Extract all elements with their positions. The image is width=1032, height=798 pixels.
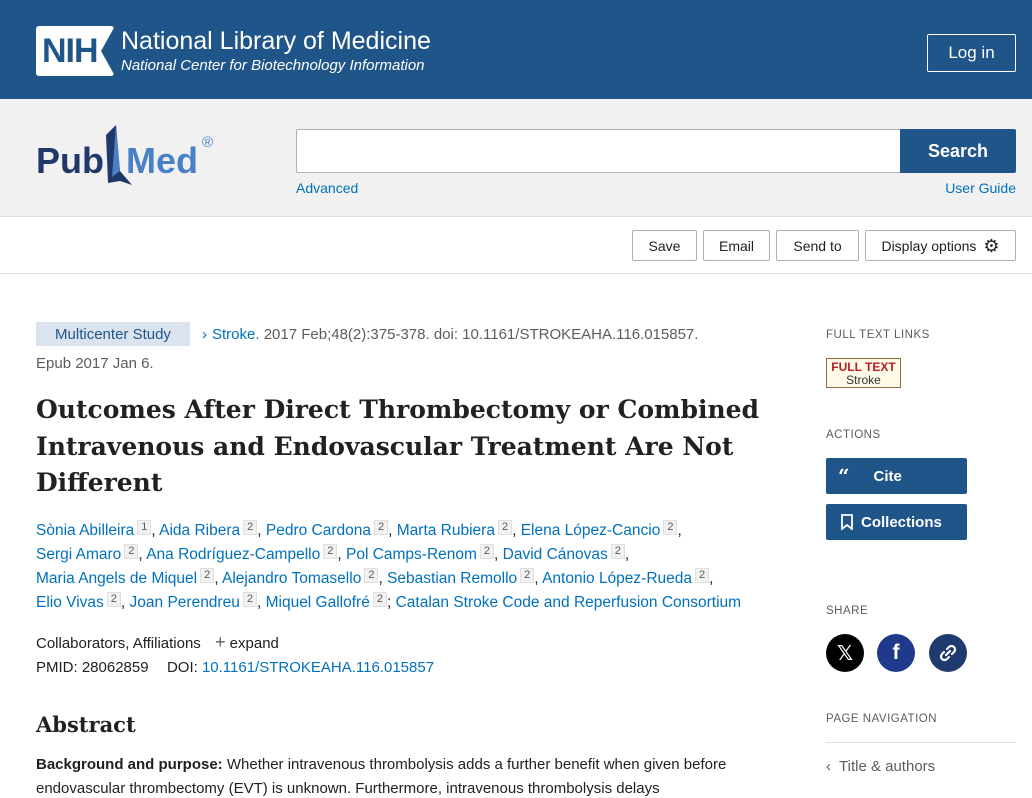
cite-label: Cite (873, 467, 902, 485)
bookmark-icon (841, 514, 853, 530)
author-link[interactable]: Elio Vivas (36, 594, 104, 611)
user-guide-link[interactable]: User Guide (945, 180, 1016, 196)
full-text-links-heading: FULL TEXT LINKS (826, 329, 930, 341)
author-link[interactable]: Alejandro Tomasello (222, 570, 362, 587)
affiliation-badge[interactable]: 2 (480, 544, 494, 559)
quote-icon: “ (838, 464, 850, 488)
email-button[interactable]: Email (703, 230, 770, 261)
pubmed-logo-reg: ® (202, 134, 214, 151)
collaborators-label: Collaborators, Affiliations (36, 635, 201, 652)
full-text-stroke-link[interactable] (826, 358, 901, 388)
affiliation-badge[interactable]: 2 (373, 592, 387, 607)
display-options-label: Display options (881, 237, 977, 254)
publication-type-badge: Multicenter Study (36, 322, 190, 346)
abstract-section-label: Background and purpose: (36, 756, 223, 773)
full-text-badge-bottom: Stroke (846, 373, 881, 387)
collections-label: Collections (861, 513, 942, 531)
affiliation-badge[interactable]: 2 (323, 544, 337, 559)
share-heading: SHARE (826, 605, 869, 617)
facebook-icon: f (892, 641, 900, 664)
gear-icon: ⚙ (983, 235, 1000, 256)
affiliation-badge[interactable]: 2 (107, 592, 121, 607)
author-list: Sònia Abilleira 1 , Aida Ribera 2 , Pedro Cardona 2 , Marta Rubiera 2 , Elena López-Cancio 2 , Sergi Amaro 2 , Ana Rodríguez-Campello 2 , Pol Camps-Renom 2 , David Cánovas 2 , Maria Angels de Miquel 2 , Alejandro Tomasello 2 , Sebastian Remollo 2 , Antonio López-Rueda 2 , Elio Vivas 2 , Joan Perendreu 2 , Miquel Gallofré 2 ; Catalan Stroke Code and Reperfusion Consortium (36, 521, 742, 611)
copy-link-button[interactable] (929, 634, 967, 672)
author-link[interactable]: Pedro Cardona (265, 522, 371, 539)
citation-details: 2017 Feb;48(2):375-378. doi: 10.1161/STROKEAHA.116.015857. (259, 326, 699, 343)
ncbi-subtitle: National Center for Biotechnology Information (121, 57, 425, 74)
plus-icon: + (214, 632, 226, 652)
x-icon: 𝕏 (836, 641, 854, 665)
affiliation-badge[interactable]: 2 (695, 568, 709, 583)
chevron-left-icon: ‹ (826, 758, 831, 775)
author-link[interactable]: Miquel Gallofré (265, 594, 370, 611)
send-to-button[interactable]: Send to (776, 230, 859, 261)
login-button[interactable]: Log in (927, 34, 1016, 72)
affiliation-badge[interactable]: 2 (200, 568, 214, 583)
affiliation-badge[interactable]: 2 (498, 520, 512, 535)
author-link[interactable]: Joan Perendreu (129, 594, 240, 611)
author-link[interactable]: Ana Rodríguez-Campello (146, 546, 321, 563)
nih-logo[interactable] (36, 26, 114, 76)
author-link[interactable]: Antonio López-Rueda (542, 570, 693, 587)
page-navigation-divider (826, 742, 1016, 743)
affiliation-badge[interactable]: 1 (137, 520, 151, 535)
pmid-value: 28062859 (81, 659, 149, 676)
page-navigation-heading: PAGE NAVIGATION (826, 713, 938, 725)
full-text-badge-top: FULL TEXT (831, 360, 896, 374)
epub-date: Epub 2017 Jan 6. (36, 355, 154, 372)
journal-link[interactable]: Stroke. (212, 326, 260, 343)
page-nav-title-authors[interactable] (826, 758, 935, 775)
link-icon (938, 643, 958, 663)
actions-heading: ACTIONS (826, 429, 881, 441)
author-link[interactable]: Sebastian Remollo (387, 570, 518, 587)
article-toolbar (0, 217, 1032, 274)
affiliation-badge[interactable]: 2 (243, 520, 257, 535)
facebook-share-button[interactable] (877, 634, 915, 672)
author-link[interactable]: Aida Ribera (159, 522, 241, 539)
pmid-label: PMID: (36, 659, 78, 676)
doi-label: DOI: (166, 659, 198, 676)
display-options-button[interactable] (865, 230, 1016, 261)
author-link[interactable]: Sergi Amaro (36, 546, 122, 563)
affiliation-badge[interactable]: 2 (611, 544, 625, 559)
expand-label: expand (229, 635, 279, 652)
author-link[interactable]: Maria Angels de Miquel (36, 570, 198, 587)
affiliation-badge[interactable]: 2 (243, 592, 257, 607)
chevron-right-icon: › (202, 326, 207, 343)
affiliation-badge[interactable]: 2 (374, 520, 388, 535)
nih-header (0, 0, 1032, 99)
save-button[interactable]: Save (632, 230, 697, 261)
page-nav-item-label: Title & authors (839, 758, 936, 775)
abstract-heading: Abstract (36, 712, 136, 737)
advanced-link[interactable]: Advanced (296, 180, 359, 196)
identifiers-row (36, 659, 434, 676)
affiliation-badge[interactable]: 2 (520, 568, 534, 583)
nlm-title[interactable]: National Library of Medicine (121, 27, 431, 55)
author-link[interactable]: Sònia Abilleira (36, 522, 135, 539)
abstract-text (36, 753, 756, 798)
x-share-button[interactable] (826, 634, 864, 672)
collections-button[interactable] (826, 504, 967, 540)
author-link[interactable]: David Cánovas (502, 546, 608, 563)
collaborators-row[interactable] (36, 632, 279, 653)
affiliation-badge[interactable]: 2 (364, 568, 378, 583)
article-title: Outcomes After Direct Thrombectomy or Combined Intravenous and Endovascular Treatment Are Not Different (36, 395, 760, 497)
search-button[interactable]: Search (900, 129, 1016, 173)
pubmed-logo[interactable] (36, 123, 226, 193)
abstract-body: Whether intravenous thrombolysis adds a further benefit when given before endovascular thrombectomy (EVT) is unknown. Furthermore, intravenous thrombolysis delays (36, 756, 727, 797)
author-link[interactable]: Marta Rubiera (396, 522, 495, 539)
affiliation-badge[interactable]: 2 (663, 520, 677, 535)
doi-link[interactable]: 10.1161/STROKEAHA.116.015857 (201, 659, 435, 676)
search-area (0, 99, 1032, 217)
nih-logo-notch (101, 26, 115, 76)
pubmed-logo-pub: Pub (36, 140, 104, 181)
author-link[interactable]: Elena López-Cancio (520, 522, 661, 539)
consortium-link[interactable]: Catalan Stroke Code and Reperfusion Consortium (395, 594, 742, 611)
cite-button[interactable] (826, 458, 967, 494)
author-link[interactable]: Pol Camps-Renom (345, 546, 477, 563)
nih-logo-text: NIH (42, 32, 98, 70)
pubmed-logo-med: Med (126, 140, 198, 181)
search-input[interactable] (296, 129, 900, 173)
citation-line (202, 326, 698, 343)
affiliation-badge[interactable]: 2 (124, 544, 138, 559)
